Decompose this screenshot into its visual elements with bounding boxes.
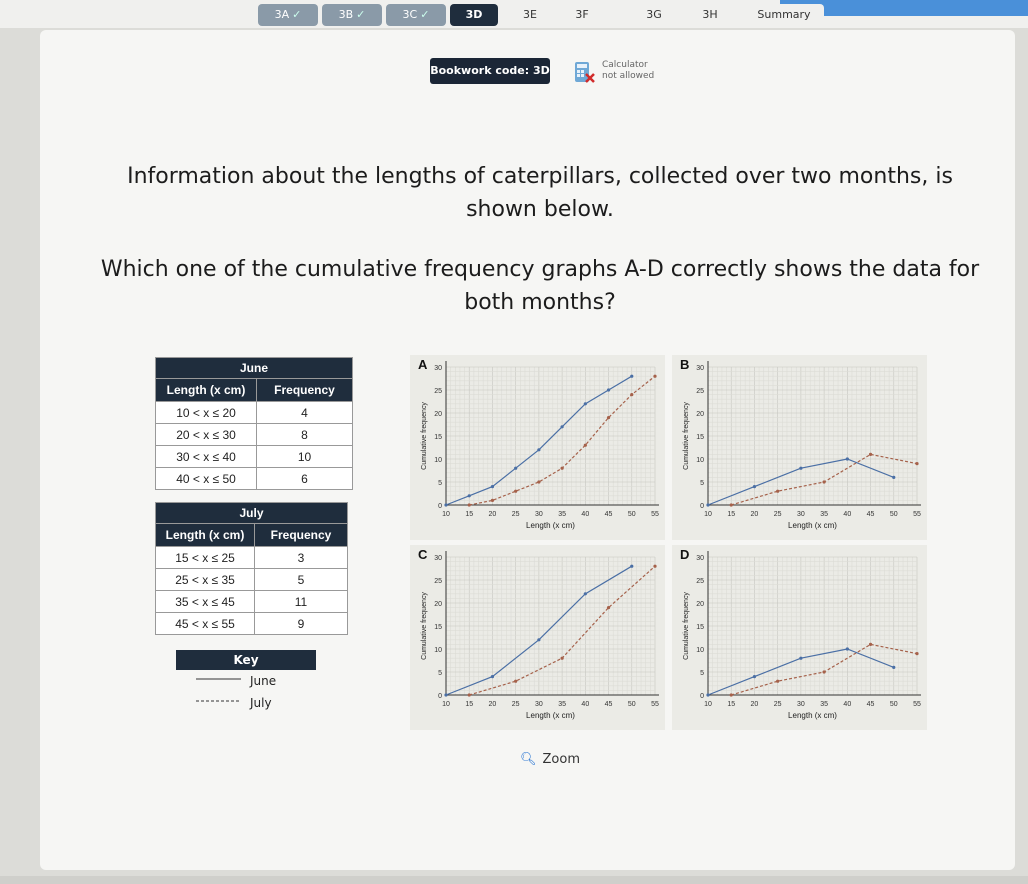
june-data-point xyxy=(491,675,494,678)
y-tick-label: 10 xyxy=(696,647,704,654)
june-data-point xyxy=(444,503,447,506)
x-axis-label: Length (x cm) xyxy=(788,521,837,530)
x-tick-label: 20 xyxy=(488,701,497,708)
x-tick-label: 10 xyxy=(442,701,450,708)
tab-3g[interactable] xyxy=(634,4,674,26)
june-data-point xyxy=(584,402,587,405)
july-data-point xyxy=(468,503,471,506)
magnifier-icon: 🔍︎ xyxy=(520,752,537,767)
june-freq: 10 xyxy=(257,446,353,468)
x-tick-label: 35 xyxy=(820,511,829,518)
july-data-point xyxy=(823,670,826,673)
july-data-point xyxy=(869,643,872,646)
x-tick-label: 25 xyxy=(511,511,520,518)
july-freq: 11 xyxy=(255,591,348,613)
july-range: 15 < x ≤ 25 xyxy=(156,547,255,569)
x-tick-label: 40 xyxy=(843,701,852,708)
june-freq: 6 xyxy=(257,468,353,490)
x-tick-label: 45 xyxy=(604,511,613,518)
y-tick-label: 20 xyxy=(696,411,704,418)
y-tick-label: 30 xyxy=(434,555,442,562)
tab-label: 3H xyxy=(702,8,718,21)
check-icon: ✓ xyxy=(420,8,430,21)
y-tick-label: 25 xyxy=(434,388,442,395)
tab-label: 3A xyxy=(274,8,290,21)
x-tick-label: 50 xyxy=(627,701,636,708)
y-tick-label: 30 xyxy=(696,365,704,372)
july-data-point xyxy=(468,693,471,696)
y-axis-label: Cumulative frequency xyxy=(683,592,690,660)
y-tick-label: 30 xyxy=(434,365,442,372)
june-col-frequency: Frequency xyxy=(257,379,353,402)
key-row-july xyxy=(176,692,316,714)
x-tick-label: 25 xyxy=(773,701,782,708)
key-june-label: June xyxy=(250,674,277,688)
july-col-length: Length (x cm) xyxy=(156,524,255,547)
zoom-label: Zoom xyxy=(542,752,580,767)
x-tick-label: 40 xyxy=(581,511,590,518)
y-tick-label: 20 xyxy=(696,601,704,608)
y-axis-label: Cumulative frequency xyxy=(421,402,428,470)
x-tick-label: 50 xyxy=(889,511,898,518)
key-title: Key xyxy=(176,650,316,670)
tab-3e[interactable] xyxy=(510,4,550,26)
y-tick-label: 20 xyxy=(434,601,442,608)
june-data-point xyxy=(468,494,471,497)
june-data-point xyxy=(444,693,447,696)
july-data-point xyxy=(776,490,779,493)
y-tick-label: 0 xyxy=(700,503,704,510)
x-tick-label: 10 xyxy=(442,511,450,518)
x-axis-label: Length (x cm) xyxy=(526,711,575,720)
x-tick-label: 20 xyxy=(750,701,759,708)
zoom-button[interactable] xyxy=(520,752,580,767)
legend-key xyxy=(176,650,316,714)
x-tick-label: 10 xyxy=(704,701,712,708)
june-table xyxy=(155,357,353,490)
y-tick-label: 15 xyxy=(434,434,442,441)
tab-3d[interactable] xyxy=(450,4,498,26)
question-prompt: Which one of the cumulative frequency graphs A-D correctly shows the data for both months? xyxy=(100,257,980,315)
x-tick-label: 55 xyxy=(651,701,659,708)
july-data-point xyxy=(630,393,633,396)
x-axis-label: Length (x cm) xyxy=(526,521,575,530)
y-tick-label: 5 xyxy=(700,480,704,487)
tab-3b[interactable] xyxy=(322,4,382,26)
july-freq: 3 xyxy=(255,547,348,569)
x-tick-label: 15 xyxy=(465,701,474,708)
y-tick-label: 5 xyxy=(700,670,704,677)
x-tick-label: 15 xyxy=(465,511,474,518)
june-range: 10 < x ≤ 20 xyxy=(156,402,257,424)
july-data-point xyxy=(653,375,656,378)
june-data-point xyxy=(892,476,895,479)
x-axis-label: Length (x cm) xyxy=(788,711,837,720)
tab-label: 3G xyxy=(646,8,662,21)
x-tick-label: 45 xyxy=(866,511,875,518)
y-tick-label: 15 xyxy=(696,624,704,631)
graph-letter: A xyxy=(418,357,428,372)
june-data-point xyxy=(706,693,709,696)
y-tick-label: 0 xyxy=(700,693,704,700)
graph-letter: C xyxy=(418,547,428,562)
x-tick-label: 50 xyxy=(889,701,898,708)
y-tick-label: 30 xyxy=(696,555,704,562)
graph-d[interactable] xyxy=(672,545,927,730)
x-tick-label: 55 xyxy=(913,701,921,708)
july-range: 45 < x ≤ 55 xyxy=(156,613,255,635)
june-range: 40 < x ≤ 50 xyxy=(156,468,257,490)
x-tick-label: 35 xyxy=(558,701,567,708)
x-tick-label: 10 xyxy=(704,511,712,518)
tab-label: 3D xyxy=(465,8,483,21)
june-data-point xyxy=(584,592,587,595)
tab-label: 3E xyxy=(523,8,537,21)
tab-3h[interactable] xyxy=(690,4,730,26)
bottom-strip xyxy=(0,876,1028,884)
june-range: 20 < x ≤ 30 xyxy=(156,424,257,446)
bookwork-code: Bookwork code: 3D xyxy=(430,58,550,84)
july-data-point xyxy=(537,480,540,483)
x-tick-label: 45 xyxy=(604,701,613,708)
calculator-not-allowed-icon xyxy=(572,60,596,84)
june-range: 30 < x ≤ 40 xyxy=(156,446,257,468)
y-tick-label: 5 xyxy=(438,480,442,487)
june-data-point xyxy=(561,425,564,428)
calculator-status xyxy=(602,60,654,82)
june-freq: 4 xyxy=(257,402,353,424)
tab-label: 3B xyxy=(338,8,354,21)
tab-3f[interactable] xyxy=(562,4,602,26)
june-col-length: Length (x cm) xyxy=(156,379,257,402)
june-freq: 8 xyxy=(257,424,353,446)
july-data-point xyxy=(607,606,610,609)
y-tick-label: 10 xyxy=(434,647,442,654)
july-data-point xyxy=(584,444,587,447)
june-line-swatch xyxy=(196,670,246,692)
july-data-point xyxy=(514,680,517,683)
key-july-label: July xyxy=(250,696,272,710)
y-tick-label: 25 xyxy=(696,578,704,585)
x-tick-label: 20 xyxy=(488,511,497,518)
july-freq: 9 xyxy=(255,613,348,635)
july-data-point xyxy=(491,499,494,502)
june-data-point xyxy=(607,388,610,391)
july-col-frequency: Frequency xyxy=(255,524,348,547)
x-tick-label: 15 xyxy=(727,511,736,518)
graph-a[interactable] xyxy=(410,355,665,540)
graph-letter: B xyxy=(680,357,690,372)
june-data-point xyxy=(892,666,895,669)
june-data-point xyxy=(706,503,709,506)
july-data-point xyxy=(730,693,733,696)
june-data-point xyxy=(491,485,494,488)
july-data-point xyxy=(730,503,733,506)
july-data-point xyxy=(561,657,564,660)
july-data-point xyxy=(869,453,872,456)
y-tick-label: 0 xyxy=(438,693,442,700)
tab-label: 3F xyxy=(575,8,589,21)
question-intro: Information about the lengths of caterpillars, collected over two months, is shown below. xyxy=(127,164,953,222)
calculator-label: Calculator xyxy=(602,60,648,70)
july-table xyxy=(155,502,348,635)
x-tick-label: 30 xyxy=(796,701,805,708)
y-tick-label: 25 xyxy=(696,388,704,395)
y-axis-label: Cumulative frequency xyxy=(421,592,428,660)
graph-c[interactable] xyxy=(410,545,665,730)
x-tick-label: 35 xyxy=(820,701,829,708)
key-row-june xyxy=(176,670,316,692)
july-data-point xyxy=(776,680,779,683)
x-tick-label: 40 xyxy=(843,511,852,518)
graph-letter: D xyxy=(680,547,690,562)
x-tick-label: 30 xyxy=(534,511,543,518)
june-data-point xyxy=(537,638,540,641)
y-axis-label: Cumulative frequency xyxy=(683,402,690,470)
tab-summary[interactable] xyxy=(744,4,824,26)
june-data-point xyxy=(630,565,633,568)
x-tick-label: 15 xyxy=(727,701,736,708)
tab-label: Summary xyxy=(757,8,811,21)
tab-3c[interactable] xyxy=(386,4,446,26)
july-data-point xyxy=(514,490,517,493)
june-table-title: June xyxy=(156,358,353,379)
graph-b[interactable] xyxy=(672,355,927,540)
june-data-point xyxy=(537,448,540,451)
july-data-point xyxy=(915,652,918,655)
y-tick-label: 25 xyxy=(434,578,442,585)
july-data-point xyxy=(915,462,918,465)
june-data-point xyxy=(799,657,802,660)
tab-label: 3C xyxy=(402,8,418,21)
july-freq: 5 xyxy=(255,569,348,591)
y-tick-label: 15 xyxy=(696,434,704,441)
x-tick-label: 40 xyxy=(581,701,590,708)
july-range: 35 < x ≤ 45 xyxy=(156,591,255,613)
x-tick-label: 50 xyxy=(627,511,636,518)
x-tick-label: 25 xyxy=(773,511,782,518)
y-tick-label: 10 xyxy=(434,457,442,464)
calculator-note: not allowed xyxy=(602,71,655,81)
june-data-point xyxy=(630,375,633,378)
x-tick-label: 55 xyxy=(651,511,659,518)
y-tick-label: 20 xyxy=(434,411,442,418)
june-data-point xyxy=(753,485,756,488)
june-data-point xyxy=(753,675,756,678)
july-data-point xyxy=(823,480,826,483)
july-data-point xyxy=(607,416,610,419)
june-data-point xyxy=(846,647,849,650)
july-data-point xyxy=(653,565,656,568)
y-tick-label: 0 xyxy=(438,503,442,510)
y-tick-label: 15 xyxy=(434,624,442,631)
june-data-point xyxy=(799,467,802,470)
july-data-point xyxy=(561,467,564,470)
x-tick-label: 30 xyxy=(796,511,805,518)
x-tick-label: 55 xyxy=(913,511,921,518)
y-tick-label: 10 xyxy=(696,457,704,464)
july-range: 25 < x ≤ 35 xyxy=(156,569,255,591)
x-tick-label: 25 xyxy=(511,701,520,708)
x-tick-label: 45 xyxy=(866,701,875,708)
check-icon: ✓ xyxy=(292,8,302,21)
x-tick-label: 30 xyxy=(534,701,543,708)
check-icon: ✓ xyxy=(356,8,366,21)
july-table-title: July xyxy=(156,503,348,524)
june-data-point xyxy=(846,457,849,460)
x-tick-label: 35 xyxy=(558,511,567,518)
x-tick-label: 20 xyxy=(750,511,759,518)
june-data-point xyxy=(514,467,517,470)
july-line-swatch xyxy=(196,692,246,714)
tab-3a[interactable] xyxy=(258,4,318,26)
y-tick-label: 5 xyxy=(438,670,442,677)
